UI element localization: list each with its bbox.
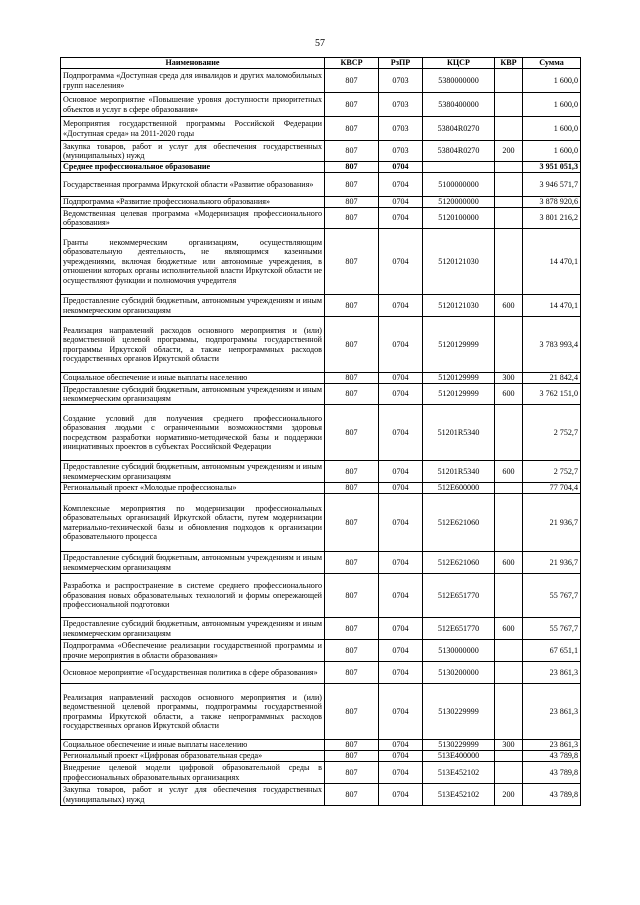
table-row bbox=[61, 662, 581, 684]
cell-kvr bbox=[495, 197, 523, 208]
cell-rzpr: 0704 bbox=[379, 684, 423, 740]
cell-rzpr: 0704 bbox=[379, 552, 423, 574]
budget-table bbox=[60, 57, 581, 806]
cell-name: Предоставление субсидий бюджетным, автономным учреждениям и иным некоммерческим организациям bbox=[61, 552, 325, 574]
cell-name: Социальное обеспечение и иные выплаты населению bbox=[61, 373, 325, 384]
table-row bbox=[61, 197, 581, 208]
cell-kcsr: 5100000000 bbox=[423, 173, 495, 197]
table-row bbox=[61, 384, 581, 405]
cell-kvsr: 807 bbox=[325, 461, 379, 483]
cell-kvsr: 807 bbox=[325, 762, 379, 784]
cell-sum: 55 767,7 bbox=[523, 574, 581, 618]
table-row bbox=[61, 618, 581, 640]
cell-kcsr: 513E452102 bbox=[423, 762, 495, 784]
cell-kvr bbox=[495, 317, 523, 373]
cell-kvsr: 807 bbox=[325, 229, 379, 295]
cell-name: Основное мероприятие «Повышение уровня доступности приоритетных объектов и услуг в сфере образования» bbox=[61, 93, 325, 117]
cell-kvr bbox=[495, 93, 523, 117]
cell-rzpr: 0704 bbox=[379, 373, 423, 384]
cell-kvsr: 807 bbox=[325, 618, 379, 640]
cell-kvsr: 807 bbox=[325, 173, 379, 197]
table-row bbox=[61, 740, 581, 751]
cell-rzpr: 0703 bbox=[379, 69, 423, 93]
cell-kcsr: 5380400000 bbox=[423, 93, 495, 117]
table-row bbox=[61, 494, 581, 552]
table-row bbox=[61, 461, 581, 483]
cell-name: Реализация направлений расходов основного мероприятия и (или) ведомственной целевой программы, подпрограммы государственной программы Иркутской области, а также непрограммных расходов государственных органов Иркутской области bbox=[61, 317, 325, 373]
cell-sum: 43 789,8 bbox=[523, 784, 581, 806]
cell-sum: 2 752,7 bbox=[523, 461, 581, 483]
table-row bbox=[61, 640, 581, 662]
cell-name: Создание условий для получения среднего профессионального образования людьми с ограниченными возможностями здоровья посредством разработки нормативно-методической базы и поддержки инициативных проектов в субъектах Российской Федерации bbox=[61, 405, 325, 461]
cell-kcsr: 5120129999 bbox=[423, 384, 495, 405]
cell-rzpr: 0704 bbox=[379, 483, 423, 494]
cell-sum: 23 861,3 bbox=[523, 662, 581, 684]
cell-rzpr: 0704 bbox=[379, 751, 423, 762]
cell-kvsr: 807 bbox=[325, 552, 379, 574]
cell-kvr: 300 bbox=[495, 373, 523, 384]
cell-kvr: 200 bbox=[495, 141, 523, 162]
cell-kvr: 200 bbox=[495, 784, 523, 806]
cell-kcsr: 53804R0270 bbox=[423, 141, 495, 162]
cell-rzpr: 0704 bbox=[379, 740, 423, 751]
page-number: 57 bbox=[315, 38, 325, 49]
cell-rzpr: 0704 bbox=[379, 784, 423, 806]
cell-name: Предоставление субсидий бюджетным, автономным учреждениям и иным некоммерческим организациям bbox=[61, 384, 325, 405]
cell-sum: 21 842,4 bbox=[523, 373, 581, 384]
cell-name: Подпрограмма «Обеспечение реализации государственной программы и прочие мероприятия в области образования» bbox=[61, 640, 325, 662]
cell-name: Предоставление субсидий бюджетным, автономным учреждениям и иным некоммерческим организациям bbox=[61, 295, 325, 317]
cell-kvsr: 807 bbox=[325, 93, 379, 117]
cell-kcsr: 513E400000 bbox=[423, 751, 495, 762]
cell-kcsr: 5130229999 bbox=[423, 684, 495, 740]
cell-sum: 1 600,0 bbox=[523, 141, 581, 162]
cell-sum: 3 878 920,6 bbox=[523, 197, 581, 208]
cell-kvsr: 807 bbox=[325, 405, 379, 461]
cell-sum: 3 801 216,2 bbox=[523, 208, 581, 229]
cell-sum: 23 861,3 bbox=[523, 684, 581, 740]
cell-kvr: 300 bbox=[495, 740, 523, 751]
cell-name: Государственная программа Иркутской области «Развитие образования» bbox=[61, 173, 325, 197]
cell-rzpr: 0704 bbox=[379, 295, 423, 317]
cell-name: Разработка и распространение в системе среднего профессионального образования новых образовательных технологий и формы опережающей профессиональной подготовки bbox=[61, 574, 325, 618]
cell-name: Реализация направлений расходов основного мероприятия и (или) ведомственной целевой программы, подпрограммы государственной программы Иркутской области, а также непрограммных расходов государственных органов Иркутской области bbox=[61, 684, 325, 740]
cell-sum: 23 861,3 bbox=[523, 740, 581, 751]
cell-kvr bbox=[495, 69, 523, 93]
cell-rzpr: 0704 bbox=[379, 197, 423, 208]
cell-kvr bbox=[495, 208, 523, 229]
cell-name: Комплексные мероприятия по модернизации профессиональных образовательных организаций Иркутской области, путем модернизации материально-технической базы и обновления подходов к организации образовательного процесса bbox=[61, 494, 325, 552]
cell-kcsr: 5120121030 bbox=[423, 295, 495, 317]
cell-kvsr: 807 bbox=[325, 317, 379, 373]
cell-rzpr: 0704 bbox=[379, 162, 423, 173]
table-row bbox=[61, 317, 581, 373]
cell-name: Закупка товаров, работ и услуг для обеспечения государственных (муниципальных) нужд bbox=[61, 784, 325, 806]
cell-rzpr: 0703 bbox=[379, 141, 423, 162]
cell-kcsr: 5120000000 bbox=[423, 197, 495, 208]
cell-kvsr: 807 bbox=[325, 208, 379, 229]
cell-kvr bbox=[495, 574, 523, 618]
header-rzpr: РзПР bbox=[379, 58, 423, 69]
cell-name: Предоставление субсидий бюджетным, автономным учреждениям и иным некоммерческим организациям bbox=[61, 461, 325, 483]
cell-kvsr: 807 bbox=[325, 295, 379, 317]
cell-kvsr: 807 bbox=[325, 117, 379, 141]
cell-kcsr: 5130229999 bbox=[423, 740, 495, 751]
cell-name: Подпрограмма «Развитие профессионального образования» bbox=[61, 197, 325, 208]
cell-name: Ведомственная целевая программа «Модернизация профессионального образования» bbox=[61, 208, 325, 229]
cell-kvr bbox=[495, 229, 523, 295]
cell-kvsr: 807 bbox=[325, 69, 379, 93]
cell-kvsr: 807 bbox=[325, 640, 379, 662]
cell-kcsr: 512E651770 bbox=[423, 618, 495, 640]
cell-rzpr: 0704 bbox=[379, 662, 423, 684]
cell-name: Гранты некоммерческим организациям, осуществляющим образовательную деятельность, не являющимся казенными учреждениями, включая бюджетные или автономные учреждения, в отношении которых органы исполнительной власти Иркутской области не осуществляют функции и полномочия учредителя bbox=[61, 229, 325, 295]
cell-sum: 1 600,0 bbox=[523, 93, 581, 117]
cell-sum: 43 789,8 bbox=[523, 762, 581, 784]
cell-rzpr: 0704 bbox=[379, 762, 423, 784]
cell-kvr bbox=[495, 662, 523, 684]
cell-kcsr: 51201R5340 bbox=[423, 461, 495, 483]
table-row bbox=[61, 784, 581, 806]
cell-rzpr: 0704 bbox=[379, 317, 423, 373]
cell-kvr bbox=[495, 162, 523, 173]
cell-name: Предоставление субсидий бюджетным, автономным учреждениям и иным некоммерческим организациям bbox=[61, 618, 325, 640]
cell-sum: 21 936,7 bbox=[523, 494, 581, 552]
cell-kvsr: 807 bbox=[325, 141, 379, 162]
cell-kvr bbox=[495, 494, 523, 552]
cell-sum: 21 936,7 bbox=[523, 552, 581, 574]
cell-sum: 14 470,1 bbox=[523, 229, 581, 295]
header-kvsr: КВСР bbox=[325, 58, 379, 69]
cell-sum: 2 752,7 bbox=[523, 405, 581, 461]
table-row bbox=[61, 229, 581, 295]
header-sum: Сумма bbox=[523, 58, 581, 69]
cell-rzpr: 0703 bbox=[379, 117, 423, 141]
cell-sum: 1 600,0 bbox=[523, 117, 581, 141]
table-row bbox=[61, 762, 581, 784]
cell-kcsr: 5130200000 bbox=[423, 662, 495, 684]
cell-kcsr: 5130000000 bbox=[423, 640, 495, 662]
cell-kvr bbox=[495, 684, 523, 740]
cell-sum: 1 600,0 bbox=[523, 69, 581, 93]
cell-kcsr: 5120129999 bbox=[423, 373, 495, 384]
cell-kvr bbox=[495, 483, 523, 494]
cell-kcsr: 5120129999 bbox=[423, 317, 495, 373]
cell-kvsr: 807 bbox=[325, 384, 379, 405]
cell-rzpr: 0704 bbox=[379, 618, 423, 640]
cell-kvr bbox=[495, 405, 523, 461]
table-row bbox=[61, 483, 581, 494]
cell-kvr bbox=[495, 640, 523, 662]
table-body bbox=[61, 69, 581, 806]
cell-kvsr: 807 bbox=[325, 751, 379, 762]
cell-kcsr: 512E621060 bbox=[423, 552, 495, 574]
cell-kcsr: 5120100000 bbox=[423, 208, 495, 229]
table-row bbox=[61, 208, 581, 229]
header-kcsr: КЦСР bbox=[423, 58, 495, 69]
table-row bbox=[61, 173, 581, 197]
cell-name: Региональный проект «Цифровая образовательная среда» bbox=[61, 751, 325, 762]
cell-kvr: 600 bbox=[495, 461, 523, 483]
cell-kvsr: 807 bbox=[325, 373, 379, 384]
cell-kvsr: 807 bbox=[325, 483, 379, 494]
cell-rzpr: 0704 bbox=[379, 574, 423, 618]
table-row bbox=[61, 162, 581, 173]
cell-kvr bbox=[495, 751, 523, 762]
cell-kvr bbox=[495, 173, 523, 197]
cell-rzpr: 0704 bbox=[379, 461, 423, 483]
cell-kcsr: 512E651770 bbox=[423, 574, 495, 618]
cell-kcsr: 512E621060 bbox=[423, 494, 495, 552]
cell-rzpr: 0704 bbox=[379, 173, 423, 197]
cell-kcsr: 512E600000 bbox=[423, 483, 495, 494]
cell-sum: 14 470,1 bbox=[523, 295, 581, 317]
cell-name: Среднее профессиональное образование bbox=[61, 162, 325, 173]
cell-name: Подпрограмма «Доступная среда для инвалидов и других маломобильных групп населения» bbox=[61, 69, 325, 93]
cell-kcsr: 5380000000 bbox=[423, 69, 495, 93]
cell-kvsr: 807 bbox=[325, 662, 379, 684]
cell-kcsr: 513E452102 bbox=[423, 784, 495, 806]
cell-name: Региональный проект «Молодые профессионалы» bbox=[61, 483, 325, 494]
cell-name: Социальное обеспечение и иные выплаты населению bbox=[61, 740, 325, 751]
cell-kvr: 600 bbox=[495, 552, 523, 574]
cell-kvsr: 807 bbox=[325, 784, 379, 806]
table-row bbox=[61, 141, 581, 162]
cell-kcsr bbox=[423, 162, 495, 173]
cell-kvsr: 807 bbox=[325, 740, 379, 751]
cell-kvsr: 807 bbox=[325, 574, 379, 618]
table-row bbox=[61, 69, 581, 93]
header-name: Наименование bbox=[61, 58, 325, 69]
cell-kcsr: 51201R5340 bbox=[423, 405, 495, 461]
cell-sum: 3 951 051,3 bbox=[523, 162, 581, 173]
cell-sum: 67 651,1 bbox=[523, 640, 581, 662]
cell-rzpr: 0704 bbox=[379, 229, 423, 295]
cell-kvr: 600 bbox=[495, 618, 523, 640]
cell-sum: 43 789,8 bbox=[523, 751, 581, 762]
cell-kvsr: 807 bbox=[325, 197, 379, 208]
table-row bbox=[61, 751, 581, 762]
cell-kvr bbox=[495, 117, 523, 141]
cell-kcsr: 5120121030 bbox=[423, 229, 495, 295]
cell-kvsr: 807 bbox=[325, 684, 379, 740]
cell-name: Внедрение целевой модели цифровой образовательной среды в профессиональных образовательных организациях bbox=[61, 762, 325, 784]
cell-rzpr: 0703 bbox=[379, 93, 423, 117]
cell-name: Основное мероприятие «Государственная политика в сфере образования» bbox=[61, 662, 325, 684]
cell-sum: 3 783 993,4 bbox=[523, 317, 581, 373]
table-row bbox=[61, 552, 581, 574]
table-row bbox=[61, 295, 581, 317]
cell-sum: 3 946 571,7 bbox=[523, 173, 581, 197]
cell-sum: 55 767,7 bbox=[523, 618, 581, 640]
cell-rzpr: 0704 bbox=[379, 405, 423, 461]
table-row bbox=[61, 373, 581, 384]
cell-rzpr: 0704 bbox=[379, 208, 423, 229]
cell-kvr: 600 bbox=[495, 384, 523, 405]
table-header-row bbox=[61, 58, 581, 69]
table-row bbox=[61, 684, 581, 740]
cell-kvsr: 807 bbox=[325, 494, 379, 552]
table-row bbox=[61, 574, 581, 618]
cell-sum: 3 762 151,0 bbox=[523, 384, 581, 405]
cell-kvsr: 807 bbox=[325, 162, 379, 173]
cell-sum: 77 704,4 bbox=[523, 483, 581, 494]
table-row bbox=[61, 93, 581, 117]
cell-rzpr: 0704 bbox=[379, 384, 423, 405]
cell-name: Мероприятия государственной программы Российской Федерации «Доступная среда» на 2011-2020 годы bbox=[61, 117, 325, 141]
header-kvr: КВР bbox=[495, 58, 523, 69]
cell-name: Закупка товаров, работ и услуг для обеспечения государственных (муниципальных) нужд bbox=[61, 141, 325, 162]
table-row bbox=[61, 405, 581, 461]
cell-rzpr: 0704 bbox=[379, 494, 423, 552]
cell-kvr bbox=[495, 762, 523, 784]
cell-kvr: 600 bbox=[495, 295, 523, 317]
cell-rzpr: 0704 bbox=[379, 640, 423, 662]
table-row bbox=[61, 117, 581, 141]
cell-kcsr: 53804R0270 bbox=[423, 117, 495, 141]
